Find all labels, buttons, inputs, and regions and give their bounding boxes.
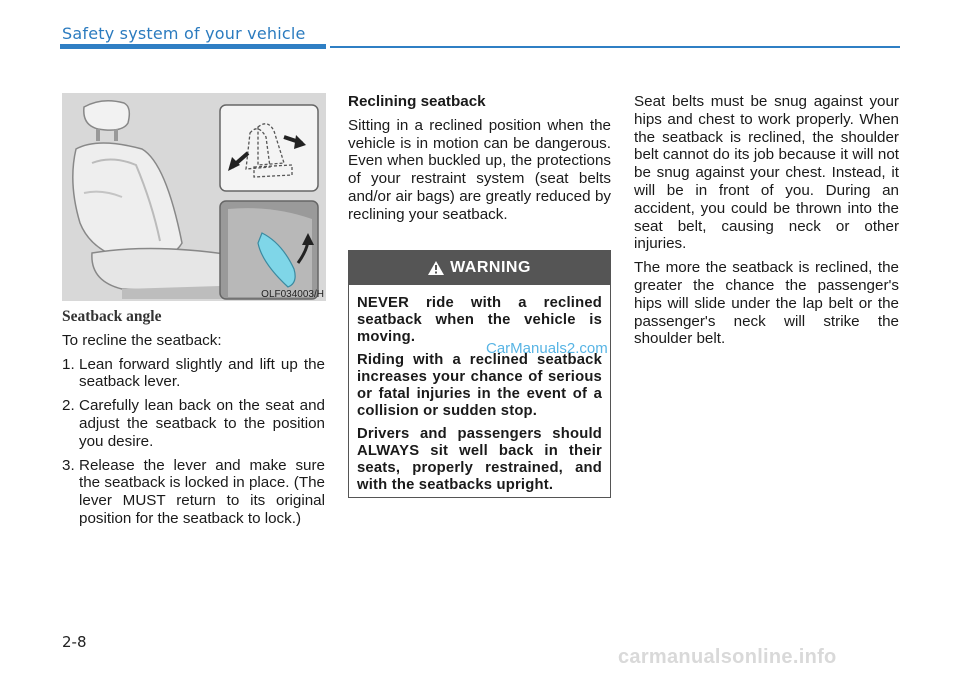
recline-steps (62, 356, 325, 528)
seatback-angle-section (62, 308, 325, 534)
seat-drawing (62, 93, 326, 301)
reclining-text: Sitting in a reclined position when the vehicle is in motion can be dangerous. Even when buckled up, the protections of your restraint system (seat belts and/or air bags) are greatly reduced by reclining your seatback. (348, 116, 611, 223)
list-item (62, 356, 325, 392)
watermark-overlay: CarManuals2.com (486, 340, 608, 357)
warning-header (349, 251, 610, 285)
warning-body (349, 285, 610, 494)
seat-belt-paragraph: Seat belts must be snug against your hips and chest to work properly. When the seatback is reclined, the shoulder belt cannot do its job because it will not be snug against your chest. Instead, it will be in front of you. During an accident, you could be thrown into the seat belt, causing neck or other injuries. (634, 93, 899, 253)
step-number: 2. (62, 397, 75, 415)
warning-paragraph: Riding with a reclined seatback increases your chance of serious or fatal injuries in the event of a collision or sudden stop. (357, 352, 602, 419)
header-rule-thin (330, 46, 900, 48)
reclining-section (348, 93, 611, 230)
figure-code: OLF034003/H (261, 289, 324, 300)
list-item (62, 397, 325, 450)
warning-box (348, 250, 611, 498)
list-item (62, 457, 325, 528)
seatback-angle-intro: To recline the seatback: (62, 331, 222, 349)
watermark-footer: carmanualsonline.info (618, 646, 837, 668)
warning-triangle-icon (428, 261, 444, 275)
warning-paragraph: NEVER ride with a reclined seatback when the vehicle is moving. (357, 295, 602, 345)
seat-illustration (62, 93, 326, 301)
step-number: 3. (62, 456, 75, 474)
header-rule-thick (60, 44, 326, 49)
step-number: 1. (62, 355, 75, 373)
step-text: Lean forward slightly and lift up the seatback lever. (79, 355, 325, 391)
seatback-angle-heading: Seatback angle (62, 308, 162, 325)
page-number: 2-8 (62, 633, 87, 651)
section-title: Safety system of your vehicle (62, 24, 306, 43)
seat-belt-paragraph: The more the seatback is reclined, the greater the chance the passenger's hips will slide under the lap belt or the passenger's neck will strike the shoulder belt. (634, 259, 899, 348)
seat-belt-section (634, 93, 899, 354)
step-text: Release the lever and make sure the seatback is locked in place. (The lever MUST return to its original position for the seatback to lock.) (79, 456, 325, 527)
warning-paragraph: Drivers and passengers should ALWAYS sit well back in their seats, properly restrained, and with the seatbacks upright. (357, 426, 602, 493)
step-text: Carefully lean back on the seat and adjust the seatback to the position you desire. (79, 397, 325, 450)
warning-title: WARNING (450, 259, 531, 276)
reclining-heading: Reclining seatback (348, 93, 486, 110)
